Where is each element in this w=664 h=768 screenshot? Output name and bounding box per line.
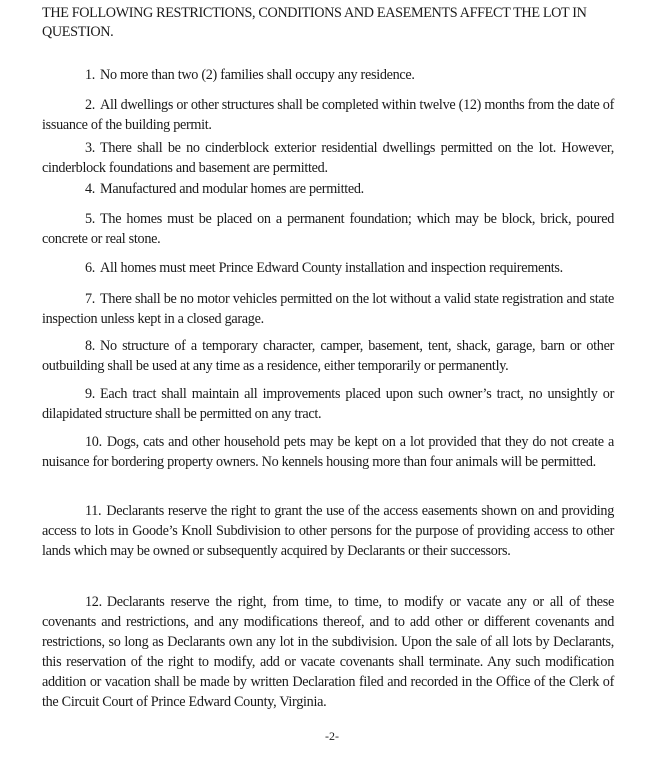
item-number: 7. — [85, 291, 96, 307]
item-number: 1. — [85, 67, 96, 83]
item-number: 9. — [85, 386, 96, 402]
restriction-item-2 — [42, 95, 614, 135]
restriction-item-6 — [42, 258, 614, 278]
restriction-item-1 — [42, 65, 614, 85]
item-number: 6. — [85, 260, 96, 276]
item-text: All dwellings or other structures shall be completed within twelve (12) months from the date of issuance of the building permit. — [42, 97, 614, 133]
item-number: 4. — [85, 181, 96, 197]
item-text: Dogs, cats and other household pets may be kept on a lot provided that they do not create a nuisance for bordering property owners. No kennels housing more than four animals will be permitted. — [42, 434, 614, 470]
item-number: 5. — [85, 211, 96, 227]
item-text: Each tract shall maintain all improvements placed upon such owner’s tract, no unsightly or dilapidated structure shall be permitted on any tract. — [42, 386, 614, 422]
restriction-item-10 — [42, 432, 614, 472]
item-text: There shall be no motor vehicles permitted on the lot without a valid state registration and state inspection unless kept in a closed garage. — [42, 291, 614, 327]
restriction-item-11 — [42, 501, 614, 561]
item-text: Manufactured and modular homes are permitted. — [100, 181, 364, 197]
restriction-item-8 — [42, 336, 614, 376]
item-number: 10. — [85, 434, 102, 450]
item-number: 2. — [85, 97, 96, 113]
item-text: There shall be no cinderblock exterior residential dwellings permitted on the lot. However, cinderblock foundations and basement are permitted. — [42, 140, 614, 176]
item-text: All homes must meet Prince Edward County installation and inspection requirements. — [100, 260, 563, 276]
restriction-item-5 — [42, 209, 614, 249]
item-text: No structure of a temporary character, camper, basement, tent, shack, garage, barn or other outbuilding shall be used at any time as a residence, either temporarily or permanently. — [42, 338, 614, 374]
item-number: 8. — [85, 338, 96, 354]
item-text: Declarants reserve the right, from time, to time, to modify or vacate any or all of these covenants and restrictions, and any modifications thereof, and to add other or different covenants and restrictions, so long as Declarants own any lot in the subdivision. Upon the sale of all lots by Declarants, this reservation of the right to modify, add or vacate covenants shall terminate. Any such modification addition or vacation shall be made by written Declaration filed and recorded in the Office of the Clerk of the Circuit Court of Prince Edward County, Virginia. — [42, 594, 614, 710]
restriction-item-9 — [42, 384, 614, 424]
restriction-item-12 — [42, 592, 614, 712]
item-text: No more than two (2) families shall occupy any residence. — [100, 67, 415, 83]
item-number: 11. — [85, 503, 102, 519]
page-number: -2- — [325, 729, 339, 743]
item-number: 12. — [85, 594, 102, 610]
item-text: Declarants reserve the right to grant the use of the access easements shown on and providing access to lots in Goode’s Knoll Subdivision to other persons for the purpose of providing access to other lands which may be owned or subsequently acquired by Declarants or their successors. — [42, 503, 614, 559]
item-text: The homes must be placed on a permanent foundation; which may be block, brick, poured concrete or real stone. — [42, 211, 614, 247]
item-number: 3. — [85, 140, 96, 156]
restriction-item-4 — [42, 179, 614, 199]
restriction-item-7 — [42, 289, 614, 329]
restriction-item-3 — [42, 138, 614, 178]
document-heading: THE FOLLOWING RESTRICTIONS, CONDITIONS AND EASEMENTS AFFECT THE LOT IN QUESTION. — [42, 5, 587, 40]
